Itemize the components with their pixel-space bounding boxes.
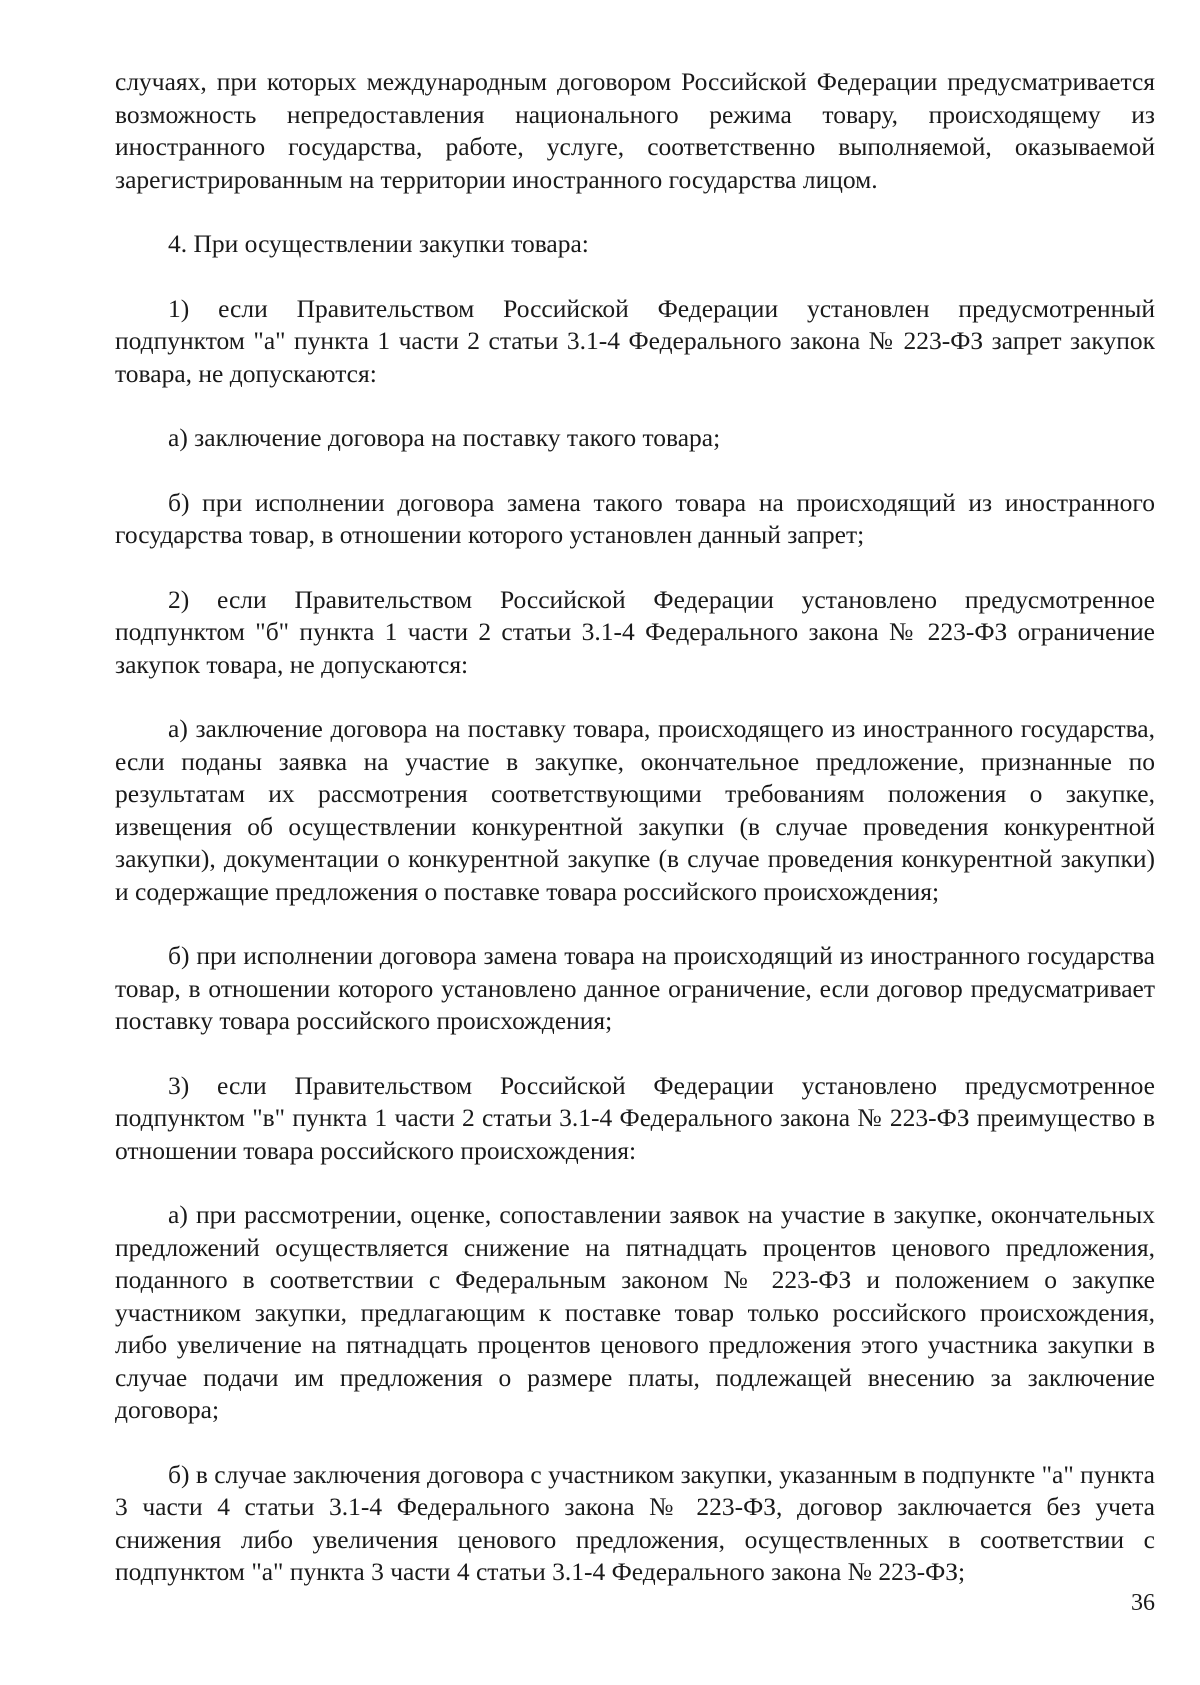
paragraph-item-4-1-b: б) при исполнении договора замена такого товара на происходящий из иностранного государства товар, в отношении которого установлен данный запрет; [115,487,1155,549]
page-number: 36 [1131,1590,1155,1616]
paragraph-item-4-2-b: б) при исполнении договора замена товара на происходящий из иностранного государства товар, в отношении которого установлено данное ограничение, если договор предусматривает поставку товара российского происхождения; [115,941,1155,1035]
document-page [115,66,1155,1589]
paragraph-item-4-3-a: а) при рассмотрении, оценке, сопоставлении заявок на участие в закупке, окончательных предложений осуществляется снижение на пятнадцать процентов ценового предложения, поданного в соответствии с Федеральным законом № 223-ФЗ и положением о закупке участником закупки, предлагающим к поставке товар только российского происхождения, либо увеличение на пятнадцать процентов ценового предложения этого участника закупки в случае подачи им предложения о размере платы, подлежащей внесению за заключение договора; [115,1200,1155,1424]
paragraph-item-4: 4. При осуществлении закупки товара: [168,229,589,258]
paragraph-item-4-3-b: б) в случае заключения договора с участником закупки, указанным в подпункте "а" пункта 3 части 4 статьи 3.1-4 Федерального закона № 223-ФЗ, договор заключается без учета снижения либо увеличения ценового предложения, осуществленных в соответствии с подпунктом "а" пункта 3 части 4 статьи 3.1-4 Федерального закона № 223-ФЗ; [115,1459,1155,1586]
paragraph-item-4-1-a: а) заключение договора на поставку такого товара; [168,423,721,452]
paragraph-continuation: случаях, при которых международным договором Российской Федерации предусматривается возможность непредоставления национального режима товару, происходящему из иностранного государства, работе, услуге, соответственно выполняемой, оказываемой зарегистрированным на территории иностранного государства лицом. [115,67,1155,194]
paragraph-item-4-2-a: а) заключение договора на поставку товара, происходящего из иностранного государства, если поданы заявка на участие в закупке, окончательное предложение, признанные по результатам их рассмотрения соответствующими требованиям положения о закупке, извещения об осуществлении конкурентной закупки (в случае проведения конкурентной закупки), документации о конкурентной закупке (в случае проведения конкурентной закупки) и содержащие предложения о поставке товара российского происхождения; [115,714,1155,906]
paragraph-item-4-1: 1) если Правительством Российской Федерации установлен предусмотренный подпунктом "а" пункта 1 части 2 статьи 3.1-4 Федерального закона № 223-ФЗ запрет закупок товара, не допускаются: [115,293,1155,388]
paragraph-item-4-2: 2) если Правительством Российской Федерации установлено предусмотренное подпунктом "б" пункта 1 части 2 статьи 3.1-4 Федерального закона № 223-ФЗ ограничение закупок товара, не допускаются: [115,584,1155,679]
paragraph-item-4-3: 3) если Правительством Российской Федерации установлено предусмотренное подпунктом "в" пункта 1 части 2 статьи 3.1-4 Федерального закона № 223-ФЗ преимущество в отношении товара российского происхождения: [115,1070,1155,1165]
